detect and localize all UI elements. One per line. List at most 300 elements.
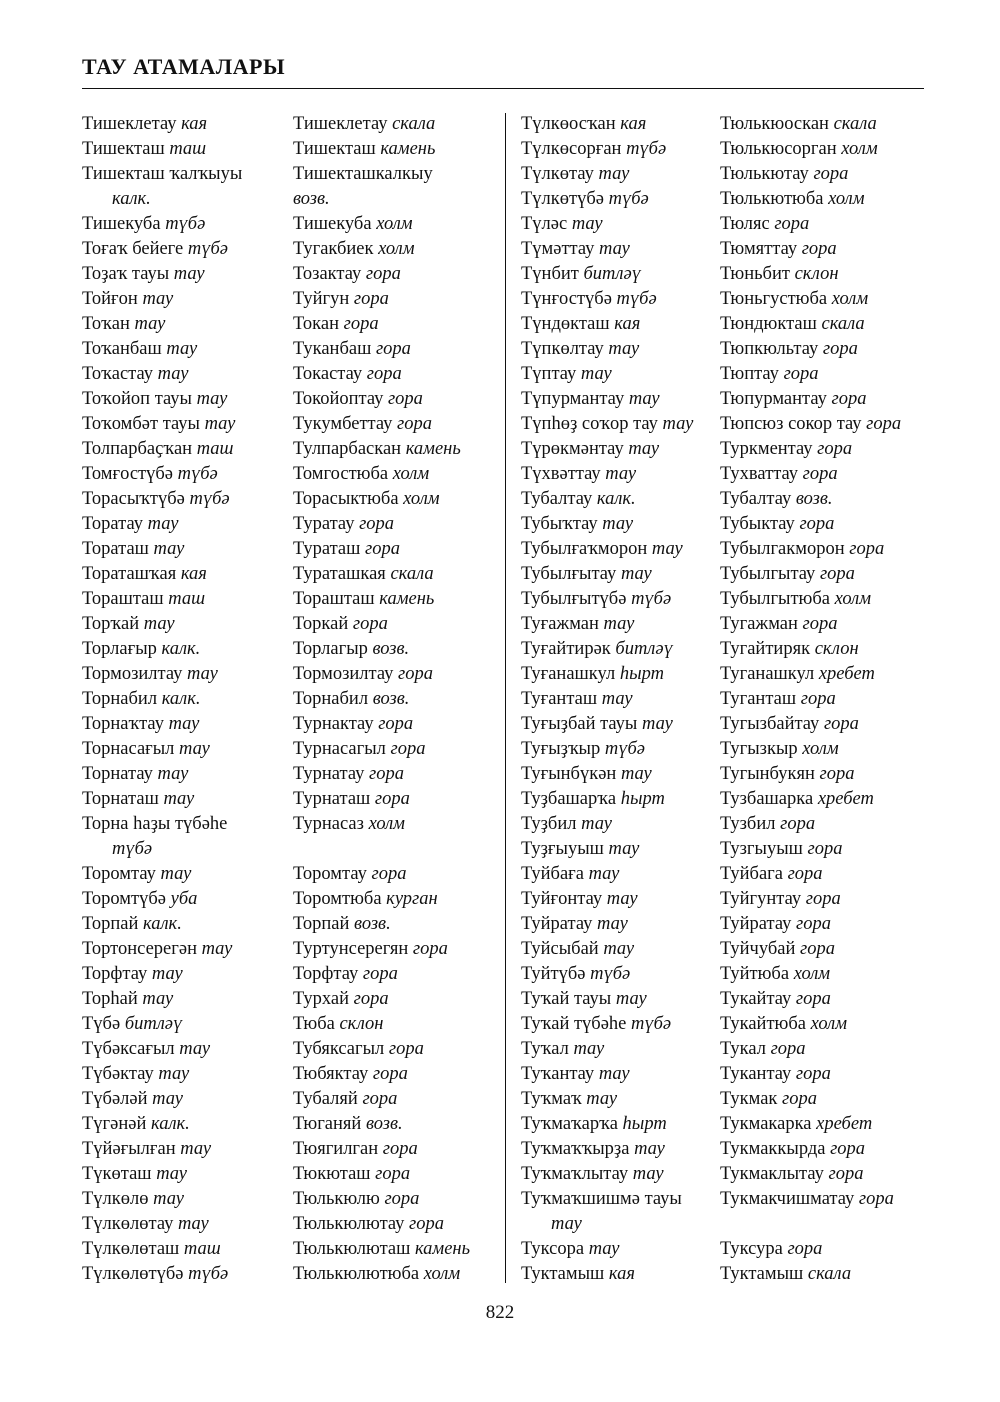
russian-entry — [293, 612, 497, 637]
term: битләү — [583, 264, 641, 284]
bashkir-entry — [82, 137, 293, 162]
entry-row — [521, 912, 931, 937]
place-name: Туйғонтау — [521, 889, 607, 909]
term: түбә — [608, 189, 649, 209]
entry-row — [521, 662, 931, 687]
russian-entry — [293, 1212, 497, 1237]
place-name: Туйратау — [720, 914, 796, 934]
place-name: Торнабил — [82, 689, 162, 709]
russian-entry — [293, 937, 497, 962]
entry-row — [82, 1062, 497, 1087]
entry-row — [82, 1087, 497, 1112]
term: таш — [169, 139, 207, 159]
term: түбә — [631, 1014, 672, 1034]
bashkir-entry — [521, 1137, 720, 1162]
term: гора — [830, 1139, 866, 1159]
place-name: Туғыҙбай тауы — [521, 714, 642, 734]
term: скала — [390, 564, 434, 584]
entry-row — [82, 762, 497, 787]
term: түбә — [112, 839, 153, 859]
bashkir-entry — [82, 162, 293, 187]
russian-entry — [293, 787, 497, 812]
bashkir-entry — [521, 412, 720, 437]
russian-entry — [720, 412, 931, 437]
russian-entry — [293, 762, 497, 787]
russian-entry — [293, 637, 497, 662]
bashkir-entry — [82, 662, 293, 687]
bashkir-entry — [521, 637, 720, 662]
term: тау — [588, 864, 620, 884]
term: гора — [362, 1089, 398, 1109]
term: калк. — [112, 189, 151, 209]
term: тау — [615, 989, 647, 1009]
place-name: Тукал — [720, 1039, 771, 1059]
entry-row — [82, 662, 497, 687]
place-name: Туктамыш — [720, 1264, 808, 1284]
term: тау — [573, 1039, 605, 1059]
place-name: Тюляс — [720, 214, 775, 234]
place-name: Тормозилтау — [82, 664, 187, 684]
term: холм — [831, 289, 869, 309]
bashkir-entry — [521, 362, 720, 387]
entry-row — [82, 987, 497, 1012]
bashkir-entry — [521, 1062, 720, 1087]
term: гора — [366, 364, 402, 384]
bashkir-entry — [521, 962, 720, 987]
term: калк. — [161, 639, 201, 659]
term: тау — [157, 764, 189, 784]
place-name: Тозактау — [293, 264, 366, 284]
russian-entry — [293, 137, 497, 162]
place-name: Туйсыбай — [521, 939, 604, 959]
russian-entry — [720, 537, 931, 562]
place-name: Тукмакчишматау — [720, 1189, 859, 1209]
bashkir-entry — [521, 1037, 720, 1062]
term: гора — [801, 239, 837, 259]
entry-row — [521, 887, 931, 912]
place-name: Түлкөлө — [82, 1189, 154, 1209]
place-name: Түнғостүбә — [521, 289, 617, 309]
bashkir-entry — [521, 1187, 720, 1212]
bashkir-entry — [521, 537, 720, 562]
russian-entry — [720, 1162, 931, 1187]
place-name: Түбәктау — [82, 1064, 159, 1084]
term: гора — [800, 939, 835, 959]
entry-row — [521, 1012, 931, 1037]
place-name: Тюкюташ — [293, 1164, 376, 1184]
russian-entry — [720, 737, 931, 762]
place-name: Турнаташ — [293, 789, 375, 809]
place-name: Түмәттау — [521, 239, 600, 259]
place-name: Туғыҙҡыр — [521, 739, 605, 759]
russian-entry — [720, 762, 931, 787]
term: хребет — [818, 664, 875, 684]
term: гора — [375, 339, 411, 359]
place-name: Тубылғытүбә — [521, 589, 632, 609]
term: тау — [160, 864, 192, 884]
term: холм — [810, 1014, 848, 1034]
russian-entry — [293, 712, 497, 737]
russian-entry — [720, 162, 931, 187]
entry-row — [521, 837, 931, 862]
column-divider — [505, 113, 506, 1283]
place-name: Түпһөҙ соҡор тау — [521, 414, 663, 434]
place-name: Тюлькюлютау — [293, 1214, 410, 1234]
term: гора — [397, 664, 433, 684]
bashkir-entry — [521, 337, 720, 362]
place-name: Түлкөлөтүбә — [82, 1264, 189, 1284]
bashkir-entry — [82, 787, 293, 812]
entry-row — [521, 462, 931, 487]
place-name: Тузбил — [720, 814, 781, 834]
russian-entry — [293, 487, 497, 512]
term: скала — [807, 1264, 852, 1284]
bashkir-entry — [521, 287, 720, 312]
bashkir-entry — [82, 1087, 293, 1112]
russian-entry — [293, 1262, 497, 1287]
right-column-pair — [521, 112, 931, 1287]
place-name: Торомтау — [293, 864, 372, 884]
bashkir-entry — [82, 337, 293, 362]
bashkir-entry — [521, 687, 720, 712]
term: тау — [551, 1214, 582, 1234]
term: кая — [608, 1264, 635, 1284]
bashkir-entry — [82, 1162, 293, 1187]
bashkir-entry — [82, 587, 293, 612]
bashkir-entry — [82, 562, 293, 587]
term: гора — [795, 989, 831, 1009]
term: гора — [787, 1239, 823, 1259]
place-name: Түкөташ — [82, 1164, 157, 1184]
bashkir-entry — [521, 987, 720, 1012]
term: тау — [134, 314, 166, 334]
entry-row — [521, 112, 931, 137]
term: битләү — [615, 639, 673, 659]
place-name: Туйгунтау — [720, 889, 806, 909]
term: тау — [186, 664, 218, 684]
term: тау — [598, 1064, 630, 1084]
place-name: Туканбаш — [293, 339, 376, 359]
entry-row — [82, 137, 497, 162]
entry-row — [521, 437, 931, 462]
entry-row — [82, 237, 497, 262]
russian-entry — [293, 812, 497, 837]
term: гора — [365, 264, 401, 284]
place-name: Тюлькюлюташ — [293, 1239, 415, 1259]
place-name: Торлагыр — [293, 639, 373, 659]
bashkir-entry — [82, 287, 293, 312]
term: тау — [179, 739, 210, 759]
entry-row — [521, 612, 931, 637]
term: гора — [353, 989, 389, 1009]
russian-entry — [293, 387, 497, 412]
russian-entry — [720, 612, 931, 637]
russian-entry — [720, 112, 931, 137]
term: тау — [642, 714, 673, 734]
place-name: Тюпсюз сокор тау — [720, 414, 867, 434]
place-name: Туҡмаҡҡырҙа — [521, 1139, 635, 1159]
term: таш — [183, 1239, 221, 1259]
place-name: Тубыктау — [720, 514, 800, 534]
bashkir-entry — [521, 837, 720, 862]
place-name: Туҡмаҡарҡа — [521, 1114, 623, 1134]
bashkir-entry — [82, 1112, 293, 1137]
entry-row — [521, 362, 931, 387]
russian-entry — [293, 587, 497, 612]
entry-row — [521, 387, 931, 412]
russian-entry — [720, 587, 931, 612]
term: гора — [368, 764, 404, 784]
place-name: Тюмяттау — [720, 239, 802, 259]
place-name: Торнабил — [293, 689, 373, 709]
place-name: Тоҡан — [82, 314, 135, 334]
russian-entry — [293, 1062, 497, 1087]
title-rule — [82, 88, 924, 89]
entry-row — [521, 137, 931, 162]
place-name: Тюптау — [720, 364, 784, 384]
entry-row — [82, 462, 497, 487]
place-name: Туҡмаҡшишмә тауы — [521, 1189, 682, 1209]
place-name: Тубыҡтау — [521, 514, 603, 534]
place-name: Томғостүбә — [82, 464, 178, 484]
entry-row — [82, 312, 497, 337]
russian-entry — [293, 1162, 497, 1187]
term: склон — [814, 639, 859, 659]
bashkir-entry — [82, 837, 293, 862]
place-name: Тугакбиек — [293, 239, 379, 259]
entry-row — [82, 1212, 497, 1237]
entry-row — [82, 1037, 497, 1062]
place-name: Туйбага — [720, 864, 788, 884]
term: тау — [151, 964, 183, 984]
place-name: Торнасағыл — [82, 739, 180, 759]
place-name: Тюньгустюба — [720, 289, 832, 309]
place-name: Түптау — [521, 364, 581, 384]
russian-entry — [720, 1237, 931, 1262]
russian-entry — [293, 187, 497, 212]
bashkir-entry — [82, 862, 293, 887]
bashkir-entry — [521, 937, 720, 962]
place-name: Торомтау — [82, 864, 161, 884]
bashkir-entry — [521, 1162, 720, 1187]
term: возв. — [365, 1114, 403, 1134]
term: тау — [608, 839, 640, 859]
place-name: Торнаташ — [82, 789, 164, 809]
place-name: Тукайтау — [720, 989, 796, 1009]
term: тау — [601, 689, 633, 709]
term: тау — [163, 789, 195, 809]
bashkir-entry — [521, 1237, 720, 1262]
term: калк. — [161, 689, 201, 709]
russian-entry — [720, 512, 931, 537]
russian-entry — [720, 662, 931, 687]
term: тау — [204, 414, 236, 434]
entry-row — [82, 637, 497, 662]
bashkir-entry — [82, 912, 293, 937]
russian-entry — [293, 512, 497, 537]
place-name: Түлкөсорған — [521, 139, 627, 159]
place-name: Тюлькютау — [720, 164, 814, 184]
bashkir-entry — [82, 362, 293, 387]
place-name: Тубылғытау — [521, 564, 621, 584]
place-name: Тюндюкташ — [720, 314, 822, 334]
place-name: Тюганяй — [293, 1114, 366, 1134]
place-name: Туҙбашарҡа — [521, 789, 621, 809]
entry-row — [521, 312, 931, 337]
russian-entry — [293, 912, 497, 937]
bashkir-entry — [521, 662, 720, 687]
place-name: Туйбаға — [521, 864, 589, 884]
term: гора — [384, 1189, 420, 1209]
place-name: Торфтау — [82, 964, 152, 984]
term: тау — [662, 414, 694, 434]
place-name: Түнбит — [521, 264, 584, 284]
russian-entry — [293, 362, 497, 387]
bashkir-entry — [521, 737, 720, 762]
place-name: Туйтюба — [720, 964, 794, 984]
term: гора — [343, 314, 379, 334]
bashkir-entry — [521, 112, 720, 137]
place-name: Торпай — [293, 914, 355, 934]
term: гора — [770, 1039, 806, 1059]
bashkir-entry — [82, 1262, 293, 1287]
place-name: Түлкөтүбә — [521, 189, 609, 209]
place-name: Тубылғаҡморон — [521, 539, 652, 559]
term: гора — [352, 614, 388, 634]
place-name: Турнасаз — [293, 814, 369, 834]
place-name: Туйгун — [293, 289, 354, 309]
term: возв. — [372, 689, 410, 709]
term: гора — [362, 964, 398, 984]
term: тау — [605, 464, 637, 484]
term: тау — [632, 1164, 664, 1184]
russian-entry — [720, 1037, 931, 1062]
term: гора — [375, 1164, 411, 1184]
place-name: Торашташ — [293, 589, 380, 609]
term: скала — [833, 114, 877, 134]
term: курган — [386, 889, 438, 909]
place-name: Тукмак — [720, 1089, 783, 1109]
entry-row — [82, 1137, 497, 1162]
place-name: Туганашкул — [720, 664, 819, 684]
place-name: Турнактау — [293, 714, 379, 734]
place-name: Тузгыуыш — [720, 839, 808, 859]
term: гора — [353, 289, 389, 309]
term: холм — [376, 214, 413, 234]
place-name: Туғажман — [521, 614, 604, 634]
term: түбә — [604, 739, 646, 759]
place-name: Тубалтау — [521, 489, 597, 509]
bashkir-entry — [82, 212, 293, 237]
bashkir-entry — [521, 862, 720, 887]
entry-row — [82, 412, 497, 437]
term: тау — [196, 389, 228, 409]
term: гора — [817, 439, 853, 459]
place-name: Тубалтау — [720, 489, 796, 509]
place-name: Түйәғылған — [82, 1139, 181, 1159]
bashkir-entry — [82, 987, 293, 1012]
term: холм — [841, 139, 878, 159]
place-name: Торһай — [82, 989, 143, 1009]
place-name: Түпкөлтау — [521, 339, 609, 359]
place-name: Токастау — [293, 364, 367, 384]
place-name: Тукантау — [720, 1064, 796, 1084]
place-name: Торашташ — [82, 589, 169, 609]
place-name: Тортонсерегән — [82, 939, 202, 959]
term: гора — [782, 1089, 817, 1109]
page-title: ТАУ АТАМАЛАРЫ — [82, 54, 286, 79]
term: тау — [599, 239, 630, 259]
term: кая — [180, 564, 207, 584]
term: гора — [397, 414, 432, 434]
entry-row — [82, 1112, 497, 1137]
entry-row — [521, 237, 931, 262]
entry-row — [521, 737, 931, 762]
bashkir-entry — [82, 637, 293, 662]
place-name: Тишекташ — [293, 139, 381, 159]
term: битләү — [124, 1014, 183, 1034]
place-name: Тишекташ — [82, 139, 170, 159]
place-name: Торнатау — [82, 764, 158, 784]
russian-entry — [720, 712, 931, 737]
bashkir-entry — [82, 237, 293, 262]
term: гора — [372, 1064, 408, 1084]
russian-entry — [720, 1062, 931, 1087]
russian-entry — [720, 812, 931, 837]
place-name: Тубылгакморон — [720, 539, 850, 559]
place-name: Томгостюба — [293, 464, 393, 484]
russian-entry — [293, 287, 497, 312]
place-name: Торатау — [82, 514, 148, 534]
place-name: Туғынбүкән — [521, 764, 621, 784]
bashkir-entry — [82, 187, 293, 212]
place-name: Тюлькютюба — [720, 189, 829, 209]
term: тау — [158, 1064, 190, 1084]
term: гора — [783, 364, 819, 384]
term: тау — [143, 614, 175, 634]
place-name: Тюягилган — [293, 1139, 383, 1159]
russian-entry — [720, 887, 931, 912]
place-name: Тойғон — [82, 289, 143, 309]
place-name: Тишеклетау — [293, 114, 393, 134]
place-name: Тубылгытюба — [720, 589, 835, 609]
term: тау — [153, 1189, 184, 1209]
term: возв. — [795, 489, 833, 509]
term: гора — [795, 914, 831, 934]
term: гора — [802, 464, 838, 484]
entry-row — [82, 612, 497, 637]
term: түбә — [189, 489, 230, 509]
place-name: Тулпарбаскан — [293, 439, 406, 459]
bashkir-entry — [521, 1112, 720, 1137]
bashkir-entry — [521, 612, 720, 637]
place-name: Тухваттау — [720, 464, 803, 484]
entry-row — [521, 262, 931, 287]
bashkir-entry — [82, 437, 293, 462]
term: камень — [379, 589, 435, 609]
bashkir-entry — [82, 712, 293, 737]
term: возв. — [293, 189, 330, 209]
bashkir-entry — [521, 887, 720, 912]
place-name: Тораташҡая — [82, 564, 181, 584]
term: холм — [368, 814, 405, 834]
russian-entry — [293, 562, 497, 587]
entry-row — [82, 562, 497, 587]
entry-row — [521, 862, 931, 887]
bashkir-entry — [82, 962, 293, 987]
term: тау — [179, 1039, 211, 1059]
entry-row — [82, 1262, 497, 1287]
